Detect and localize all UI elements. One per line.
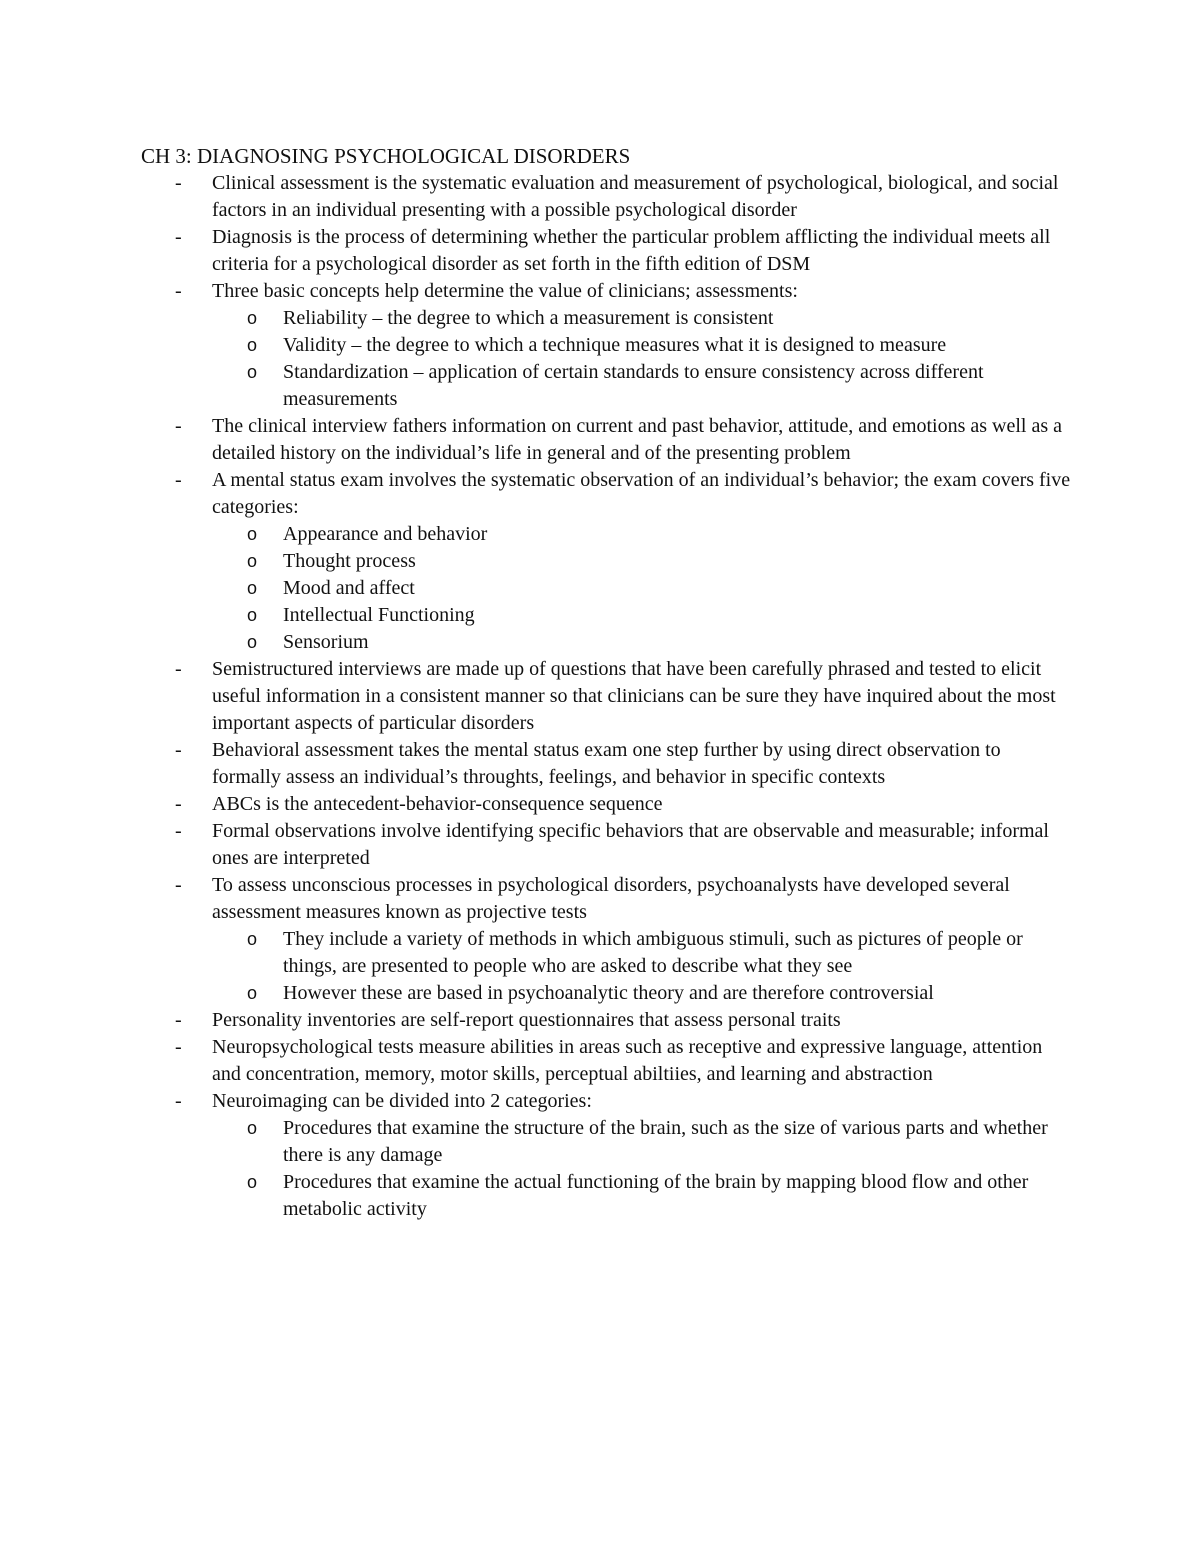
list-item: [141, 737, 1071, 791]
sub-list-item: [212, 521, 1071, 548]
sub-list-item-text: Intellectual Functioning: [283, 604, 475, 626]
list-item-text: The clinical interview fathers information on current and past behavior, attitude, and emotions as well as a detailed history on the individual’s life in general and of the presenting problem: [212, 415, 1063, 464]
dash-bullet-icon: -: [175, 469, 182, 491]
circle-bullet-icon: o: [247, 1118, 258, 1138]
sub-list-item: [212, 305, 1071, 332]
sub-list-item: [212, 926, 1071, 980]
list-item-text: Diagnosis is the process of determining whether the particular problem afflicting the individual meets all criteria for a psychological disorder as set forth in the fifth edition of DSM: [212, 226, 1051, 275]
circle-bullet-icon: o: [247, 983, 258, 1003]
list-item-text: Behavioral assessment takes the mental status exam one step further by using direct observation to formally assess an individual’s throughts, feelings, and behavior in specific contexts: [212, 739, 1001, 788]
list-item-text: Three basic concepts help determine the value of clinicians; assessments:: [212, 280, 798, 302]
circle-bullet-icon: o: [247, 524, 258, 544]
sub-list-item: [212, 629, 1071, 656]
sub-list: [212, 1115, 1071, 1223]
dash-bullet-icon: -: [175, 658, 182, 680]
sub-list-item-text: Procedures that examine the structure of the brain, such as the size of various parts and whether there is any damage: [283, 1117, 1048, 1166]
list-item: [141, 818, 1071, 872]
list-item-text: To assess unconscious processes in psychological disorders, psychoanalysts have developed several assessment measures known as projective tests: [212, 874, 1010, 923]
dash-bullet-icon: -: [175, 1036, 182, 1058]
list-item: [141, 1034, 1071, 1088]
dash-bullet-icon: -: [175, 874, 182, 896]
sub-list-item: [212, 1115, 1071, 1169]
list-item-text: Semistructured interviews are made up of questions that have been carefully phrased and tested to elicit useful information in a consistent manner so that clinicians can be sure they have inquired about the most important aspects of particular disorders: [212, 658, 1056, 734]
list-item: [141, 278, 1071, 413]
sub-list-item-text: Reliability – the degree to which a measurement is consistent: [283, 307, 774, 329]
sub-list-item: [212, 332, 1071, 359]
page-title: CH 3: DIAGNOSING PSYCHOLOGICAL DISORDERS: [141, 144, 631, 168]
list-item: [141, 872, 1071, 1007]
list-item-text: Personality inventories are self-report questionnaires that assess personal traits: [212, 1009, 841, 1031]
dash-bullet-icon: -: [175, 739, 182, 761]
list-item-text: Neuropsychological tests measure abilities in areas such as receptive and expressive language, attention and concentration, memory, motor skills, perceptual abiltiies, and learning and abstraction: [212, 1036, 1043, 1085]
sub-list-item: [212, 602, 1071, 629]
list-item: [141, 224, 1071, 278]
sub-list-item-text: Mood and affect: [283, 577, 415, 599]
circle-bullet-icon: o: [247, 605, 258, 625]
list-item: [141, 656, 1071, 737]
dash-bullet-icon: -: [175, 1009, 182, 1031]
sub-list-item-text: Procedures that examine the actual functioning of the brain by mapping blood flow and other metabolic activity: [283, 1171, 1029, 1220]
sub-list-item: [212, 548, 1071, 575]
sub-list-item-text: However these are based in psychoanalytic theory and are therefore controversial: [283, 982, 934, 1004]
circle-bullet-icon: o: [247, 632, 258, 652]
list-item-text: Clinical assessment is the systematic evaluation and measurement of psychological, biological, and social factors in an individual presenting with a possible psychological disorder: [212, 172, 1059, 221]
list-item: [141, 1007, 1071, 1034]
dash-bullet-icon: -: [175, 820, 182, 842]
circle-bullet-icon: o: [247, 308, 258, 328]
sub-list: [212, 305, 1071, 413]
dash-bullet-icon: -: [175, 280, 182, 302]
sub-list-item: [212, 980, 1071, 1007]
bullet-list: [141, 170, 1071, 1223]
sub-list-item-text: Appearance and behavior: [283, 523, 488, 545]
list-item-text: A mental status exam involves the systematic observation of an individual’s behavior; the exam covers five categories:: [212, 469, 1071, 518]
list-item-text: Formal observations involve identifying specific behaviors that are observable and measurable; informal ones are interpreted: [212, 820, 1049, 869]
sub-list-item-text: They include a variety of methods in which ambiguous stimuli, such as pictures of people or things, are presented to people who are asked to describe what they see: [283, 928, 1023, 977]
circle-bullet-icon: o: [247, 1172, 258, 1192]
list-item: [141, 791, 1071, 818]
list-item-text: Neuroimaging can be divided into 2 categories:: [212, 1090, 592, 1112]
sub-list-item-text: Validity – the degree to which a technique measures what it is designed to measure: [283, 334, 947, 356]
list-item: [141, 467, 1071, 656]
dash-bullet-icon: -: [175, 172, 182, 194]
circle-bullet-icon: o: [247, 362, 258, 382]
sub-list: [212, 926, 1071, 1007]
dash-bullet-icon: -: [175, 1090, 182, 1112]
dash-bullet-icon: -: [175, 226, 182, 248]
dash-bullet-icon: -: [175, 793, 182, 815]
circle-bullet-icon: o: [247, 929, 258, 949]
circle-bullet-icon: o: [247, 335, 258, 355]
list-item: [141, 170, 1071, 224]
circle-bullet-icon: o: [247, 551, 258, 571]
sub-list-item-text: Thought process: [283, 550, 416, 572]
list-item: [141, 413, 1071, 467]
sub-list-item-text: Sensorium: [283, 631, 369, 653]
list-item-text: ABCs is the antecedent-behavior-consequence sequence: [212, 793, 663, 815]
circle-bullet-icon: o: [247, 578, 258, 598]
sub-list-item-text: Standardization – application of certain standards to ensure consistency across different measurements: [283, 361, 984, 410]
sub-list-item: [212, 1169, 1071, 1223]
sub-list-item: [212, 359, 1071, 413]
sub-list: [212, 521, 1071, 656]
list-item: [141, 1088, 1071, 1223]
dash-bullet-icon: -: [175, 415, 182, 437]
sub-list-item: [212, 575, 1071, 602]
